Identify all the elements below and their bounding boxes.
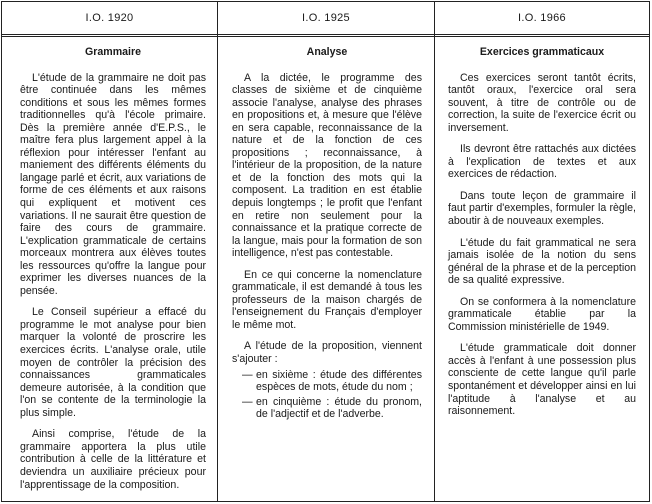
paragraph: Ainsi comprise, l'étude de la grammaire apportera la plus utile contribution à celle de la littérature et deviendra un auxiliaire précieux pour l'apprentissage de la composition. <box>20 428 206 491</box>
column-1920 <box>20 46 206 491</box>
comparison-table <box>1 1 650 502</box>
paragraph: Ces exercices seront tantôt écrits, tantôt oraux, l'exercice oral sera souvent, à titre de contrôle ou de correction, la suite de l'exercice écrit ou inversement. <box>448 71 636 134</box>
column-divider <box>217 2 218 501</box>
column-divider <box>434 2 435 501</box>
column-1925 <box>232 46 422 423</box>
paragraph: Dans toute leçon de grammaire il faut partir d'exemples, formuler la règle, aboutir à de nouveaux exemples. <box>448 189 636 228</box>
column-header-1920: I.O. 1920 <box>85 12 134 24</box>
paragraph: A la dictée, le programme des classes de sixième et de cinquième associe l'analyse, analyse des phrases en propositions et, à mesure que l'élève en sera capable, reconnaissance de la nature et de la fonction de ces propositions ; reconnaissance, à l'intérieur de la proposition, de la nature et de la fonction des mots qui la composent. La tradition en est établie depuis longtemps ; le profit que l'enfant en retire non seulement pour la connaissance et la pratique correcte de la langue, mais pour la formation de son intelligence, n'est pas contestable. <box>232 71 422 260</box>
paragraph: Le Conseil supérieur a effacé du programme le mot analyse pour bien marquer la volonté de proscrire les exercices écrits. L'analyse orale, utile moyen de contrôler la précision des connaissances grammaticales demeure autorisée, à la condition que l'on se contente de la terminologie la plus simple. <box>20 306 206 419</box>
list-item: — en cinquième : étude du pronom, de l'adjectif et de l'adverbe. <box>242 396 422 421</box>
header-divider-double <box>2 36 649 37</box>
paragraph: L'étude grammaticale doit donner accès à l'enfant à une possession plus consciente de cette langue qu'il parle spontanément et développer ainsi en lui l'aptitude à l'analyse et au raisonnement. <box>448 342 636 418</box>
paragraph: L'étude de la grammaire ne doit pas être continuée dans les mêmes conditions et sous les mêmes formes traditionnelles qu'à l'école primaire. Dès la première année d'E.P.S., le maître fera plus largement appel à la réflexion pour intéresser l'enfant au maniement des différents éléments du langage parlé et écrit, aux variations de forme de ces éléments et aux raisons qui expliquent et motivent ces variations. Il ne saurait être question de faire des cours de grammaire. L'explication grammaticale de certains morceaux montrera aux élèves toutes les ressources qu'offre la langue pour exprimer les diverses nuances de la pensée. <box>20 71 206 297</box>
header-divider <box>2 34 649 35</box>
section-title: Analyse <box>306 46 348 58</box>
paragraph: A l'étude de la proposition, viennent s'ajouter : <box>232 340 422 366</box>
paragraph: On se conformera à la nomenclature grammaticale établie par la Commission ministérielle de 1949. <box>448 295 636 333</box>
paragraph: En ce qui concerne la nomenclature grammaticale, il est demandé à tous les professeurs de la maison chargés de l'enseignement du Français d'employer le même mot. <box>232 268 422 331</box>
list-item: — en sixième : étude des différentes espèces de mots, étude du nom ; <box>242 369 422 394</box>
section-title: Exercices grammaticaux <box>479 46 605 58</box>
list <box>242 369 422 421</box>
column-1966 <box>448 46 636 418</box>
paragraph: L'étude du fait grammatical ne sera jamais isolée de la notion du sens général de la phrase et de la perception de sa qualité expressive. <box>448 236 636 287</box>
paragraph: Ils devront être rattachés aux dictées à l'explication de textes et aux exercices de rédaction. <box>448 143 636 181</box>
section-title: Grammaire <box>85 46 141 58</box>
column-header-1966: I.O. 1966 <box>518 12 566 24</box>
column-header-1925: I.O. 1925 <box>302 12 350 24</box>
